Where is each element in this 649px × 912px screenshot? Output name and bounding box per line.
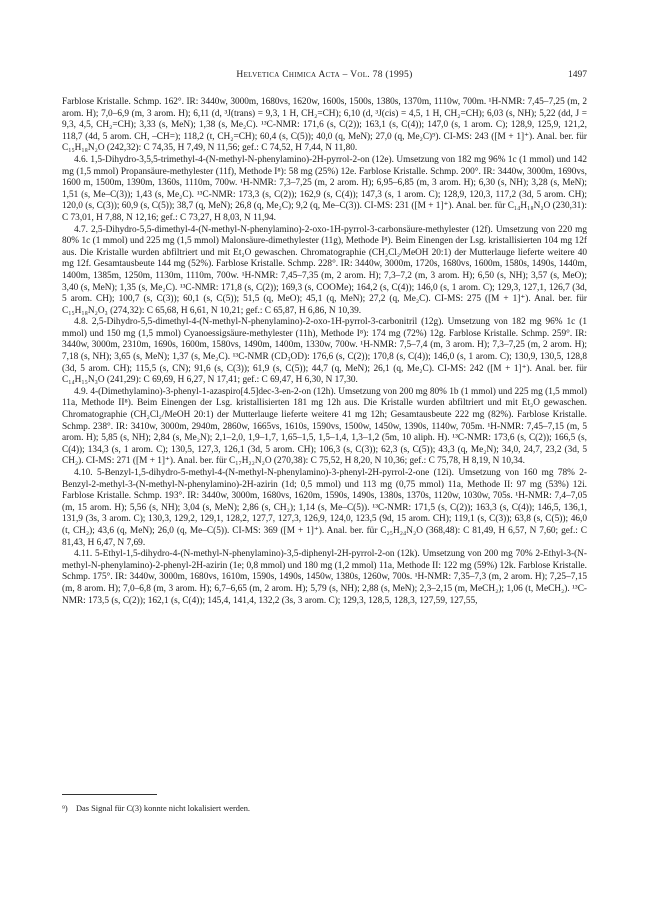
paragraph-4-11: 4.11. 5-Ethyl-1,5-dihydro-4-(N-methyl-N-phenylamino)-3,5-diphenyl-2H-pyrrol-2-on (12k). Umsetzung von 200 mg 70% 2-Ethyl-3-(N-methyl-N-phenylamino)-2-phenyl-2H-azirin (1e; 0,8 mmol) und 180 mg (1,2 mmol) 11a, Methode II: 122 mg (59%) 12k. Farblose Kristalle. Schmp. 175°. IR: 3440w, 3000m, 1680vs, 1610m, 1590s, 1490s, 1450w, 1380s, 1260w, 700s. ¹H-NMR: 7,35–7,3 (m, 2 arom. H); 7,25–7,15 (m, 8 arom. H); 7,0–6,8 (m, 3 arom. H); 6,7–6,65 (m, 2 arom. H); 5,79 (s, NH); 2,88 (s, MeN); 2,3–2,15 (m, MeCH₂); 1,06 (t, MeCH₂). ¹³C-NMR: 173,5 (s, C(2)); 162,1 (s, C(4)); 145,4, 141,4, 132,2 (3s, 3 arom. C); 129,3, 128,5, 128,3, 127,59, 127,55,: [62, 549, 587, 606]
journal-title: Helvetica Chimica Acta – Vol. 78 (1995): [236, 70, 413, 80]
paragraph-12d-data: Farblose Kristalle. Schmp. 162°. IR: 3440w, 3000m, 1680vs, 1620w, 1600s, 1500s, 1380s, 1370m, 1110w, 700m. ¹H-NMR: 7,45–7,25 (m, 2 arom. H); 7,0–6,9 (m, 3 arom. H); 6,11 (d, ³J(trans) = 9,3, 1 H, CH₂=CH); 6,10 (d, ³J(cis) = 4,5, 1 H, CH₂=CH); 6,03 (s, NH); 5,22 (dd, J = 9,3, 4,5, CH₂=CH); 3,33 (s, MeN); 1,38 (s, Me₂C). ¹³C-NMR: 171,6 (s, C(2)); 163,1 (s, C(4)); 147,0 (s, 1 arom. C); 128,9, 125,9, 121,2, 118,7 (4d, 5 arom. CH, –CH=); 118,2 (t, CH₂=CH); 60,4 (s, C(5)); 40,0 (q, MeN); 27,0 (q, Me₂C)⁹). CI-MS: 243 ([M + 1]⁺). Anal. ber. für C₁₅H₁₈N₂O (242,32): C 74,35, H 7,49, N 11,56; gef.: C 74,52, H 7,44, N 11,80.: [62, 97, 587, 154]
running-header: [62, 70, 587, 84]
footnote-text: Das Signal für C(3) konnte nicht lokalisiert werden.: [76, 804, 250, 813]
paragraph-4-10: 4.10. 5-Benzyl-1,5-dihydro-5-methyl-4-(N-methyl-N-phenylamino)-3-phenyl-2H-pyrrol-2-one (12i). Umsetzung von 160 mg 78% 2-Benzyl-2-methyl-3-(N-methyl-N-phenylamino)-2H-azirin (1d; 0,5 mmol) und 113 mg (0,75 mmol) 11a, Methode II: 97 mg (53%) 12i. Farblose Kristalle. Schmp. 193°. IR: 3440w, 3000m, 1680vs, 1620m, 1590s, 1490s, 1380s, 1370s, 1120w, 1030w, 705s. ¹H-NMR: 7,4–7,05 (m, 15 arom. H); 5,56 (s, NH); 3,04 (s, MeN); 2,86 (s, CH₂); 1,14 (s, Me–C(5)). ¹³C-NMR: 171,5 (s, C(2)); 163,3 (s, C(4)); 146,5, 136,1, 131,9 (3s, 3 arom. C); 130,3, 129,2, 129,1, 128,2, 127,7, 127,3, 126,9, 124,0, 123,5 (9d, 15 arom. CH); 119,1 (s, C(3)); 63,8 (s, C(5)); 46,0 (t, CH₂); 43,6 (q, MeN); 26,0 (q, Me–C(5)). CI-MS: 369 ([M + 1]⁺). Anal. ber. für C₂₅H₂₄N₂O (368,48): C 81,49, H 6,57, N 7,60; gef.: C 81,43, H 6,47, N 7,69.: [62, 468, 587, 548]
footnote-divider: [62, 794, 157, 795]
paragraph-4-6: 4.6. 1,5-Dihydro-3,5,5-trimethyl-4-(N-methyl-N-phenylamino)-2H-pyrrol-2-on (12e). Umsetzung von 182 mg 96% 1c (1 mmol) und 142 mg (1,5 mmol) Propansäure-methylester (11f), Methode I⁸): 58 mg (25%) 12e. Farblose Kristalle. Schmp. 200°. IR: 3440w, 3000m, 1690vs, 1600 m, 1500m, 1390m, 1360s, 1110m, 700w. ¹H-NMR: 7,3–7,25 (m, 2 arom. H); 6,95–6,85 (m, 3 arom. H); 6,30 (s, NH); 3,28 (s, MeN); 1,51 (s, Me–C(3)); 1,43 (s, Me₂C). ¹³C-NMR: 173,3 (s, C(2)); 162,9 (s, C(4)); 147,3 (s, 1 arom. C); 128,9, 120,3, 117,2 (3d, 5 arom. CH); 120,0 (s, C(3)); 60,9 (s, C(5)); 38,7 (q, MeN); 26,8 (q, Me₂C); 9,2 (q, Me–C(3)). CI-MS: 231 ([M + 1]⁺). Anal. ber. für C₁₄H₁₈N₂O (230,31): C 73,01, H 7,88, N 12,16; gef.: C 73,27, H 8,03, N 11,94.: [62, 154, 587, 223]
footnote: [62, 804, 587, 814]
paragraph-4-9: 4.9. 4-(Dimethylamino)-3-phenyl-1-azaspiro[4.5]dec-3-en-2-on (12h). Umsetzung von 200 mg 80% 1b (1 mmol) und 225 mg (1,5 mmol) 11a, Methode II⁸). Beim Einengen der Lsg. kristallisierten 181 mg 12h aus. Die Kristalle wurden abfiltriert und mit Et₂O gewaschen. Chromatographie (CH₂Cl₂/MeOH 20:1) der Mutterlauge lieferte weitere 41 mg 12h; Gesamtausbeute 222 mg (82%). Farblose Kristalle. Schmp. 238°. IR: 3410w, 3000m, 2940m, 2860w, 1665vs, 1610s, 1590vs, 1500w, 1450w, 1390s, 1140w, 705m. ¹H-NMR: 7,45–7,15 (m, 5 arom. H); 5,85 (s, NH); 2,84 (s, Me₂N); 2,1–2,0, 1,9–1,7, 1,65–1,5, 1,5–1,4, 1,3–1,2 (5m, 10 aliph. H). ¹³C-NMR: 173,6 (s, C(2)); 166,5 (s, C(4)); 134,3 (s, 1 arom. C); 130,5, 127,3, 126,1 (3d, 5 arom. CH); 106,3 (s, C(3)); 62,3 (s, C(5)); 43,3 (q, Me₂N); 34,0, 24,7, 23,2 (3d, 5 CH₂). CI-MS: 271 ([M + 1]⁺). Anal. ber. für C₁₇H₂₂N₂O (270,38): C 75,52, H 8,20, N 10,36; gef.: C 75,78, H 8,19, N 10,34.: [62, 386, 587, 467]
paragraph-4-8: 4.8. 2,5-Dihydro-5,5-dimethyl-4-(N-methyl-N-phenylamino)-2-oxo-1H-pyrrol-3-carbonitril (12g). Umsetzung von 182 mg 96% 1c (1 mmol) und 150 mg (1,5 mmol) Cyanoessigsäure-methylester (11h), Methode I⁸): 174 mg (72%) 12g. Farblose Kristalle. Schmp. 259°. IR: 3440w, 3000m, 2310m, 1690s, 1600m, 1580vs, 1490m, 1400m, 1330w, 700w. ¹H-NMR: 7,5–7,4 (m, 3 arom. H); 7,3–7,25 (m, 2 arom. H); 7,18 (s, NH); 3,65 (s, MeN); 1,37 (s, Me₂C). ¹³C-NMR (CD₃OD): 176,6 (s, C(2)); 170,8 (s, C(4)); 146,0 (s, 1 arom. C); 130,9, 130,5, 128,8 (3d, 5 arom. CH); 115,5 (s, CN); 91,6 (s, C(3)); 61,9 (s, C(5)); 44,7 (q, MeN); 26,1 (q, Me₂C). CI-MS: 242 ([M + 1]⁺). Anal. ber. für C₁₄H₁₅N₃O (241,29): C 69,69, H 6,27, N 17,41; gef.: C 69,47, H 6,30, N 17,30.: [62, 317, 587, 386]
body-text: [62, 97, 587, 607]
footnote-mark: ⁹): [62, 804, 68, 813]
paragraph-4-7: 4.7. 2,5-Dihydro-5,5-dimethyl-4-(N-methyl-N-phenylamino)-2-oxo-1H-pyrrol-3-carbonsäure-methylester (12f). Umsetzung von 220 mg 80% 1c (1 mmol) und 225 mg (1,5 mmol) Malonsäure-dimethylester (11g), Methode I⁸). Beim Einengen der Lsg. kristallisierten 104 mg 12f aus. Die Kristalle wurden abfiltriert und mit Et₂O gewaschen. Chromatographie (CH₂Cl₂/MeOH 20:1) der Mutterlauge lieferte weitere 40 mg 12f. Gesamtausbeute 144 mg (52%). Farblose Kristalle. Schmp. 228°. IR: 3440w, 3000m, 1720s, 1680vs, 1600m, 1580s, 1490s, 1440m, 1400m, 1385m, 1250m, 1130m, 1110m, 700w. ¹H-NMR: 7,45–7,35 (m, 2 arom. H); 7,3–7,2 (m, 3 arom. H); 6,50 (s, NH); 3,57 (s, MeO); 3,40 (s, MeN); 1,35 (s, Me₂C). ¹³C-NMR: 171,8 (s, C(2)); 169,3 (s, COOMe); 164,2 (s, C(4)); 146,0 (s, 1 arom. C); 129,3, 127,1, 126,7 (3d, 5 arom. CH); 100,7 (s, C(3)); 60,1 (s, C(5)); 51,5 (q, MeO); 45,1 (q, MeN); 27,2 (q, Me₂C). CI-MS: 275 ([M + 1]⁺). Anal. ber. für C₁₅H₁₈N₂O₃ (274,32): C 65,68, H 6,61, N 10,21; gef.: C 65,87, H 6,86, N 10,39.: [62, 224, 587, 316]
page-number: 1497: [568, 70, 587, 80]
